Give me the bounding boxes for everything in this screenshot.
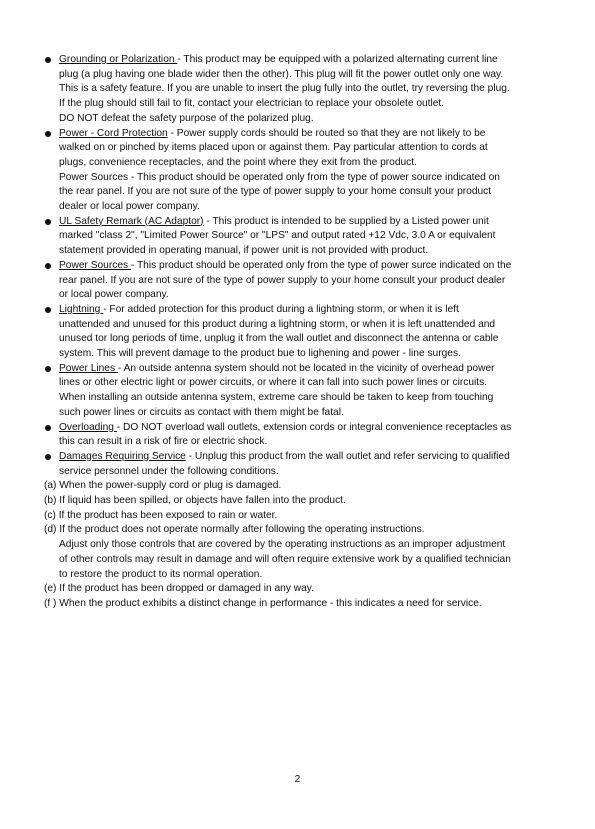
item-line — [59, 303, 459, 318]
bullet-icon — [45, 454, 51, 460]
item-text: - This product should be operated only from the type of power surce indicated on the — [130, 259, 512, 271]
item-line: rear panel. If you are not sure of the type of power supply to your home consult your product dealer — [59, 274, 506, 286]
item-text: - This product may be equipped with a polarized alternating current line — [177, 54, 498, 65]
item-line: plugs, convenience receptacles, and the point where they exit from the product. — [59, 156, 417, 168]
item-text: - This product is intended to be supplied by a Listed power unit — [203, 215, 489, 227]
item-line: the rear panel. If you are not sure of the type of power supply to your home consult your product — [59, 186, 492, 198]
item-title: Power - Cord Protection — [59, 127, 168, 139]
item-line: this can result in a risk of fire or electric shock. — [59, 436, 268, 448]
condition-note: of other controls may result in damage and will often require extensive work by a qualified technician — [59, 553, 511, 565]
item-line: system. This will prevent damage to the product bue to lighening and power - line surges. — [59, 348, 461, 359]
item-title: Power Sources — [59, 259, 131, 271]
item-line: or local power company. — [59, 289, 169, 301]
item-line — [59, 362, 495, 377]
item-line: Power Sources - This product should be operated only from the type of power source indicated on — [59, 171, 500, 183]
item-line: DO NOT defeat the safety purpose of the polarized plug. — [59, 112, 314, 124]
item-line — [59, 259, 511, 274]
item-text: - Unplug this product from the wall outlet and refer servicing to qualified — [185, 450, 510, 462]
condition-item: (a) When the power-supply cord or plug is damaged. — [44, 480, 282, 492]
item-line — [59, 215, 489, 230]
item-line: unattended and unused for this product during a lightning storm, or when it is left unattended and — [59, 318, 496, 330]
bullet-icon — [45, 219, 51, 225]
item-text: - For added protection for this product during a lightning storm, or when it is left — [103, 303, 459, 315]
condition-note: Adjust only those controls that are covered by the operating instructions as an improper adjustment — [59, 539, 506, 551]
bullet-icon — [45, 131, 51, 137]
item-line — [59, 53, 498, 68]
condition-item: (c) If the product has been exposed to rain or water. — [44, 509, 278, 521]
item-title: Damages Requiring Service — [59, 450, 186, 462]
item-title: Lightning — [59, 303, 104, 315]
bullet-icon — [45, 425, 51, 431]
condition-item: (f ) When the product exhibits a distinct change in performance - this indicates a need for service. — [44, 597, 482, 609]
item-line: unused tor long periods of time, unplug it from the wall outlet and disconnect the antenna or cable — [59, 333, 499, 345]
page-number: 2 — [294, 774, 301, 785]
item-line: When installing an outside antenna system, extreme care should be taken to keep from touching — [59, 392, 494, 404]
item-line: such power lines or circuits as contact with them might be fatal. — [59, 406, 344, 418]
item-text: - An outside antenna system should not be located in the vicinity of overhead power — [117, 362, 495, 374]
item-line: walked on or pinched by items placed upon or against them. Pay particular attention to cords at — [59, 142, 488, 154]
item-title: Overloading — [59, 421, 117, 433]
item-title: UL Safety Remark (AC Adaptor) — [59, 215, 204, 227]
bullet-icon — [45, 263, 51, 269]
item-line — [59, 450, 510, 465]
item-text: - DO NOT overload wall outlets, extension cords or integral convenience receptacles as — [116, 421, 512, 433]
item-line: marked "class 2", "Limited Power Source" or "LPS" and output rated +12 Vdc, 3.0 A or equivalent — [59, 230, 496, 242]
item-line: plug (a plug having one blade wider then the other). This plug will fit the power outlet only one way. — [59, 68, 504, 80]
item-line: dealer or local power company. — [59, 201, 200, 212]
item-text: - Power supply cords should be routed so that they are not likely to be — [167, 127, 486, 139]
condition-item: (d) If the product does not operate normally after following the operating instructions. — [44, 524, 425, 536]
item-line — [59, 127, 485, 142]
condition-item: (e) If the product has been dropped or damaged in any way. — [44, 583, 314, 595]
bullet-icon — [45, 57, 51, 63]
item-line: statement provided in operating manual, if power unit is not provided with product. — [59, 245, 429, 257]
bullet-icon — [45, 307, 51, 313]
item-line: service personnel under the following conditions. — [59, 465, 279, 477]
condition-note: to restore the product to its normal operation. — [59, 568, 263, 580]
condition-item: (b) If liquid has been spilled, or objects have fallen into the product. — [44, 495, 346, 506]
item-line — [59, 421, 511, 436]
item-title: Grounding or Polarization — [59, 54, 178, 65]
item-line: lines or other electric light or power circuits, or where it can fall into such power lines or circuits. — [59, 377, 488, 389]
item-title: Power Lines — [59, 362, 118, 374]
item-line: This is a safety feature. If you are unable to insert the plug fully into the outlet, try reversing the plug. — [59, 83, 510, 95]
item-line: If the plug should still fail to fit, contact your electrician to replace your obsolete outlet. — [59, 98, 445, 110]
bullet-icon — [45, 366, 51, 372]
